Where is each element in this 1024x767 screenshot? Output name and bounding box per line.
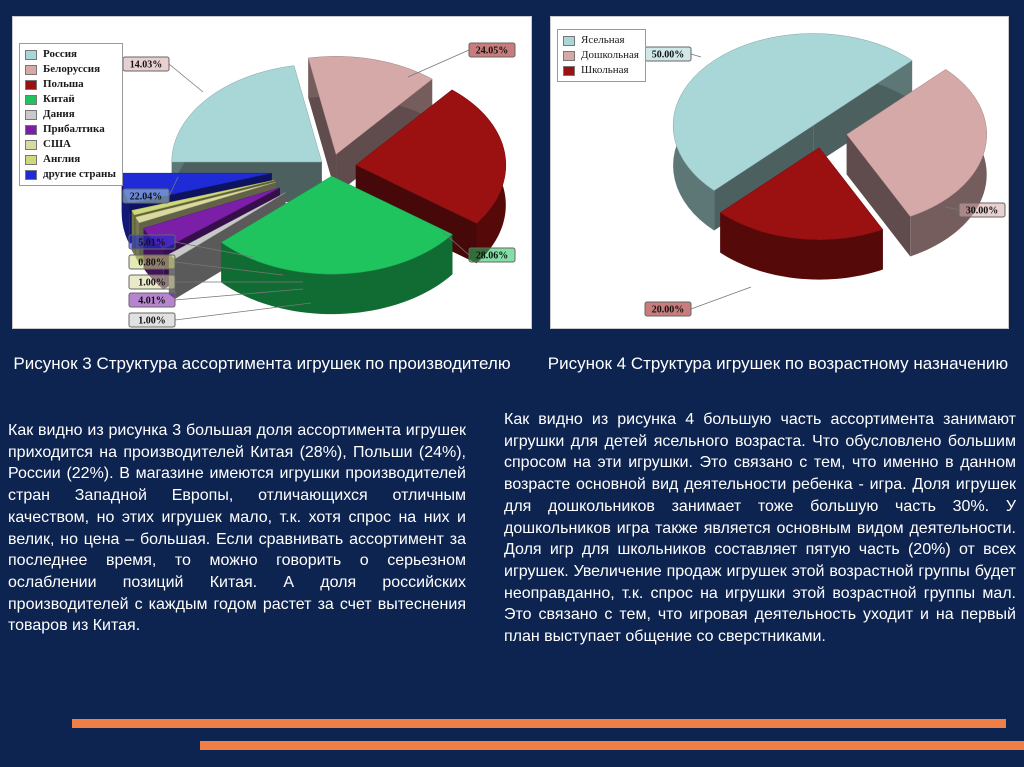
paragraph-figure-4: Как видно из рисунка 4 большую часть ассортимента занимают игрушки для детей ясельного возраста. Что обусловлено большим спросом на эти игрушки. Это связано с тем, что именно в данном возрасте основной вид деятельности ребенка - игра. Доля игрушек для дошкольников занимает тоже большую часть 30%. У дошкольников игра также является основным видом деятельности. Доля игр для школьников составляет пятую часть (20%) от всех игрушек. Увеличение продаж игрушек этой возрастной группы будет неоправданно, т.к. спрос на игрушки этой возрастной группы мал. Это связано с тем, что игровая деятельность уходит и на первый план выступает общение со сверстниками. <box>504 411 1016 646</box>
legend-swatch <box>25 110 37 120</box>
legend-swatch <box>25 50 37 60</box>
legend-swatch <box>25 80 37 90</box>
figure-4-caption: Рисунок 4 Структура игрушек по возрастному назначению <box>547 354 1009 373</box>
legend-label: Белоруссия <box>43 63 101 75</box>
age-value-Школьная: 20.00% <box>651 304 685 316</box>
age-label-Школьная <box>645 287 751 316</box>
legend-label: Англия <box>43 153 81 165</box>
age-value-Ясельная: 50.00% <box>651 49 685 61</box>
legend-label: США <box>43 138 71 150</box>
legend-label: Школьная <box>581 64 629 76</box>
age-value-Дошкольная: 30.00% <box>965 205 999 217</box>
legend-swatch <box>563 66 575 76</box>
legend-label: Дания <box>43 108 75 120</box>
legend-label: другие страны <box>43 168 116 180</box>
figure-3-caption: Рисунок 3 Структура ассортимента игрушек по производителю <box>13 354 511 373</box>
legend-label: Китай <box>43 93 75 105</box>
age-label-Ясельная <box>645 47 701 61</box>
manufacturers-legend-item <box>25 167 116 182</box>
manufacturers-value-США: 1.00% <box>138 277 166 289</box>
legend-label: Прибалтика <box>43 123 105 135</box>
manufacturers-value-Прибалтика: 4.01% <box>138 295 166 307</box>
legend-swatch <box>563 51 575 61</box>
legend-swatch <box>25 140 37 150</box>
chart-manufacturers <box>12 16 532 329</box>
accent-stripe-top <box>72 719 1006 728</box>
manufacturers-value-Россия: 22.04% <box>129 191 163 203</box>
legend-manufacturers <box>19 43 123 186</box>
manufacturers-value-Белоруссия: 14.03% <box>129 59 163 71</box>
age-legend-item <box>563 33 639 48</box>
manufacturers-legend-item <box>25 152 116 167</box>
manufacturers-label-Белоруссия <box>123 57 203 92</box>
legend-label: Дошкольная <box>581 49 639 61</box>
manufacturers-legend-item <box>25 107 116 122</box>
legend-swatch <box>25 65 37 75</box>
manufacturers-value-Китай: 28.06% <box>475 250 509 262</box>
legend-swatch <box>563 36 575 46</box>
age-legend-item <box>563 48 639 63</box>
manufacturers-legend-item <box>25 47 116 62</box>
manufacturers-value-Англия: 0.80% <box>138 257 166 269</box>
paragraph-figure-3: Как видно из рисунка 3 большая доля ассортимента игрушек приходится на производителей Китая (28%), Польши (24%), России (22%). В магазине имеются игрушки производителей стран Западной Европы, отличающихся отличным качеством, но этих игрушек мало, т.к. хотя спрос на них и велик, но цена – большая. Если сравнивать ассортимент за последнее время, то можно говорить о серьезном ослаблении позиций Китая. А доля российских производителей с каждым годом растет за счет вытеснения товаров из Китая. <box>8 422 466 635</box>
chart-age-groups <box>550 16 1009 329</box>
accent-stripe-bottom <box>200 741 1024 750</box>
age-legend-item <box>563 63 639 78</box>
manufacturers-label-Польша <box>408 43 515 77</box>
manufacturers-legend-item <box>25 92 116 107</box>
manufacturers-legend-item <box>25 62 116 77</box>
manufacturers-legend-item <box>25 122 116 137</box>
legend-age-groups <box>557 29 646 82</box>
legend-swatch <box>25 95 37 105</box>
legend-swatch <box>25 125 37 135</box>
manufacturers-value-Дания: 1.00% <box>138 315 166 327</box>
manufacturers-legend-item <box>25 137 116 152</box>
legend-swatch <box>25 155 37 165</box>
legend-label: Ясельная <box>581 34 625 46</box>
legend-swatch <box>25 170 37 180</box>
legend-label: Россия <box>43 48 77 60</box>
manufacturers-legend-item <box>25 77 116 92</box>
legend-label: Польша <box>43 78 84 90</box>
manufacturers-value-Польша: 24.05% <box>475 45 509 57</box>
manufacturers-value-другие страны: 5.01% <box>138 237 166 249</box>
